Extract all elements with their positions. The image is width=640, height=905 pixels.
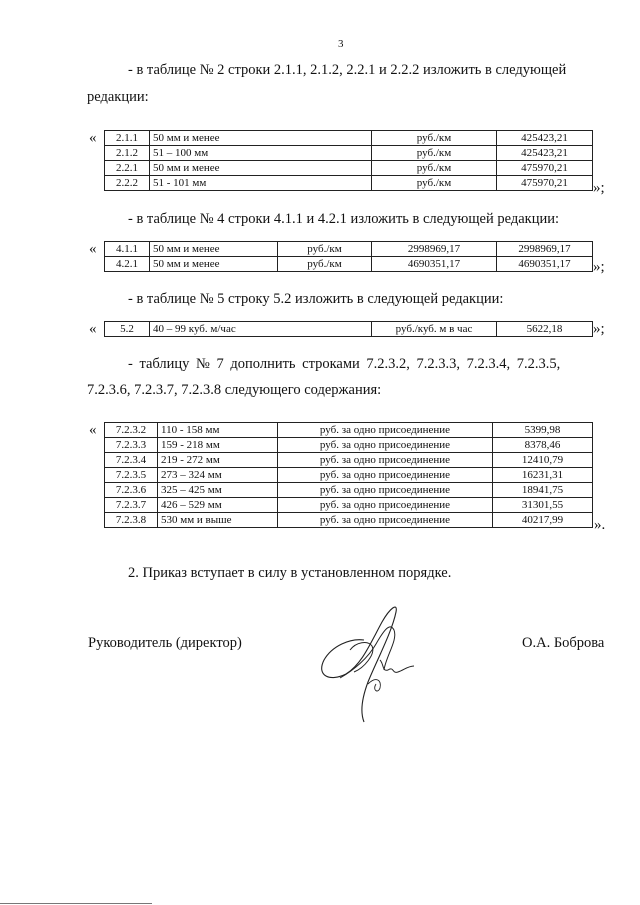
table-cell: 31301,55	[493, 498, 593, 513]
table5	[104, 321, 593, 337]
table-cell: 12410,79	[493, 453, 593, 468]
table-cell: 18941,75	[493, 483, 593, 498]
table-cell: 50 мм и менее	[150, 242, 278, 257]
table-cell: руб. за одно присоединение	[278, 453, 493, 468]
table-cell: руб. за одно присоединение	[278, 423, 493, 438]
table-row	[105, 483, 593, 498]
table-cell: 7.2.3.7	[105, 498, 158, 513]
table-cell: 530 мм и выше	[158, 513, 278, 528]
table-cell: 475970,21	[497, 176, 593, 191]
table-cell: 51 - 101 мм	[150, 176, 372, 191]
table-row	[105, 131, 593, 146]
table-cell: руб./км	[372, 131, 497, 146]
table-cell: руб. за одно присоединение	[278, 513, 493, 528]
table-cell: 273 – 324 мм	[158, 468, 278, 483]
table-cell: 5.2	[105, 322, 150, 337]
table-row	[105, 423, 593, 438]
table-cell: 2.1.1	[105, 131, 150, 146]
table-cell: 51 – 100 мм	[150, 146, 372, 161]
table-row	[105, 438, 593, 453]
open-quote-table4: «	[89, 241, 97, 257]
table-cell: руб./км	[372, 176, 497, 191]
signer-name: О.А. Боброва	[522, 635, 605, 651]
close-quote-table2: »;	[593, 180, 605, 196]
table-cell: 2.1.2	[105, 146, 150, 161]
table-cell: 219 - 272 мм	[158, 453, 278, 468]
table-cell: 4690351,17	[372, 257, 497, 272]
table-cell: 110 - 158 мм	[158, 423, 278, 438]
table-cell: 5399,98	[493, 423, 593, 438]
table-cell: 4.1.1	[105, 242, 150, 257]
table-cell: 2998969,17	[497, 242, 593, 257]
close-quote-table5: »;	[593, 321, 605, 337]
close-quote-table7: ».	[594, 517, 606, 533]
table-row	[105, 176, 593, 191]
table-cell: 50 мм и менее	[150, 257, 278, 272]
table-row	[105, 513, 593, 528]
table4	[104, 241, 593, 272]
table-cell: руб./км	[278, 257, 372, 272]
handwritten-signature	[310, 600, 420, 725]
table-row	[105, 257, 593, 272]
open-quote-table5: «	[89, 321, 97, 337]
table-cell: 2.2.1	[105, 161, 150, 176]
table-cell: руб./км	[372, 161, 497, 176]
table-cell: 425423,21	[497, 131, 593, 146]
intro-table7-line1: - таблицу № 7 дополнить строками 7.2.3.2, 7.2.3.3, 7.2.3.4, 7.2.3.5,	[128, 356, 561, 372]
close-quote-table4: »;	[593, 259, 605, 275]
table-cell: 16231,31	[493, 468, 593, 483]
table-row	[105, 498, 593, 513]
table-cell: руб./км	[372, 146, 497, 161]
intro-table2-line2: редакции:	[87, 89, 149, 105]
table-cell: 2.2.2	[105, 176, 150, 191]
intro-table4: - в таблице № 4 строки 4.1.1 и 4.2.1 изложить в следующей редакции:	[128, 211, 560, 227]
table-cell: 7.2.3.4	[105, 453, 158, 468]
intro-table2-line1: - в таблице № 2 строки 2.1.1, 2.1.2, 2.2.1 и 2.2.2 изложить в следующей	[128, 62, 567, 78]
table-cell: 7.2.3.3	[105, 438, 158, 453]
table-cell: руб. за одно присоединение	[278, 498, 493, 513]
table-cell: 7.2.3.5	[105, 468, 158, 483]
intro-table7-line2: 7.2.3.6, 7.2.3.7, 7.2.3.8 следующего содержания:	[87, 382, 382, 398]
table-cell: 4690351,17	[497, 257, 593, 272]
open-quote-table7: «	[89, 422, 97, 438]
page-number: 3	[338, 38, 344, 50]
table2	[104, 130, 593, 191]
table-cell: 40217,99	[493, 513, 593, 528]
table-cell: 475970,21	[497, 161, 593, 176]
table-cell: 50 мм и менее	[150, 131, 372, 146]
table-row	[105, 161, 593, 176]
table-row	[105, 468, 593, 483]
table-cell: 7.2.3.6	[105, 483, 158, 498]
open-quote-table2: «	[89, 130, 97, 146]
table-row	[105, 322, 593, 337]
table-cell: руб. за одно присоединение	[278, 468, 493, 483]
table-row	[105, 453, 593, 468]
table-cell: 8378,46	[493, 438, 593, 453]
signer-title: Руководитель (директор)	[88, 635, 242, 651]
table-row	[105, 242, 593, 257]
footnote-separator	[0, 903, 152, 904]
table-cell: 325 – 425 мм	[158, 483, 278, 498]
table-cell: 5622,18	[497, 322, 593, 337]
intro-table5: - в таблице № 5 строку 5.2 изложить в следующей редакции:	[128, 291, 504, 307]
table-cell: руб. за одно присоединение	[278, 438, 493, 453]
table-cell: 425423,21	[497, 146, 593, 161]
table-cell: 2998969,17	[372, 242, 497, 257]
table-cell: 7.2.3.8	[105, 513, 158, 528]
table-cell: 4.2.1	[105, 257, 150, 272]
table-cell: 7.2.3.2	[105, 423, 158, 438]
table-row	[105, 146, 593, 161]
table7	[104, 422, 593, 528]
item-2-text: 2. Приказ вступает в силу в установленном порядке.	[128, 565, 452, 581]
table-cell: 159 - 218 мм	[158, 438, 278, 453]
table-cell: руб./куб. м в час	[372, 322, 497, 337]
table-cell: 50 мм и менее	[150, 161, 372, 176]
table-cell: руб./км	[278, 242, 372, 257]
table-cell: 40 – 99 куб. м/час	[150, 322, 372, 337]
table-cell: 426 – 529 мм	[158, 498, 278, 513]
table-cell: руб. за одно присоединение	[278, 483, 493, 498]
